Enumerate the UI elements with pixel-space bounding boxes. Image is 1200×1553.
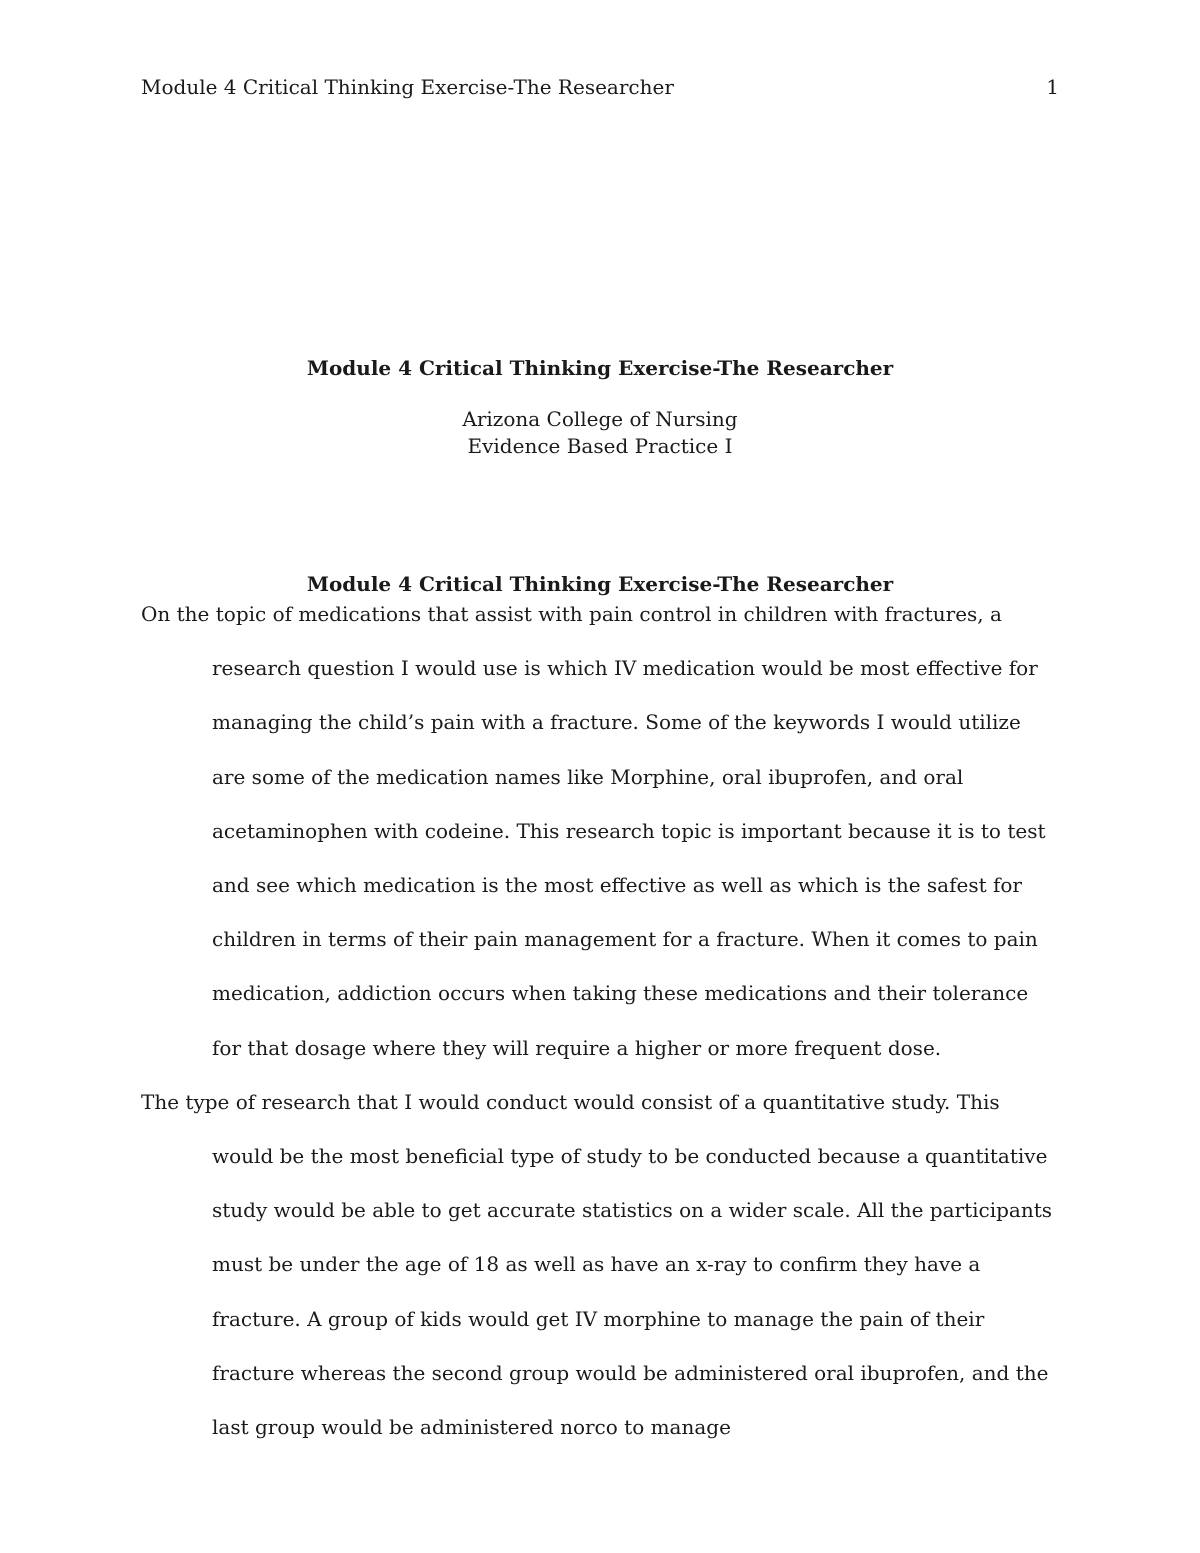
affiliation-block xyxy=(141,406,1059,460)
institution-name: Arizona College of Nursing xyxy=(462,407,738,431)
course-name: Evidence Based Practice I xyxy=(467,434,733,458)
body-paragraph-2: The type of research that I would conduct would consist of a quantitative study. This would be the most beneficial type of study to be conducted because a quantitative study would be able to get accurate statistics on a wider scale. All the participants must be under the age of 18 as well as have an x-ray to confirm they have a fracture. A group of kids would get IV morphine to manage the pain of their fracture whereas the second group would be administered oral ibuprofen, and the last group would be administered norco to manage xyxy=(141,1089,1053,1440)
page-number: 1 xyxy=(1046,75,1059,99)
running-head xyxy=(141,72,1059,102)
body-paragraph-1: On the topic of medications that assist with pain control in children with fractures, a research question I would use is which IV medication would be most effective for managing the child’s pain with a fracture. Some of the keywords I would utilize are some of the medication names like Morphine, oral ibuprofen, and oral acetaminophen with codeine. This research topic is important because it is to test and see which medication is the most effective as well as which is the safest for children in terms of their pain management for a fracture. When it comes to pain medication, addiction occurs when taking these medications and their tolerance for that dosage where they will require a higher or more frequent dose. xyxy=(141,602,1046,1060)
title-page-block xyxy=(141,353,1059,460)
section-title: Module 4 Critical Thinking Exercise-The Researcher xyxy=(306,572,894,596)
document-title: Module 4 Critical Thinking Exercise-The Researcher xyxy=(306,356,894,380)
body-text xyxy=(141,569,1059,1454)
running-head-title: Module 4 Critical Thinking Exercise-The Researcher xyxy=(141,75,674,99)
